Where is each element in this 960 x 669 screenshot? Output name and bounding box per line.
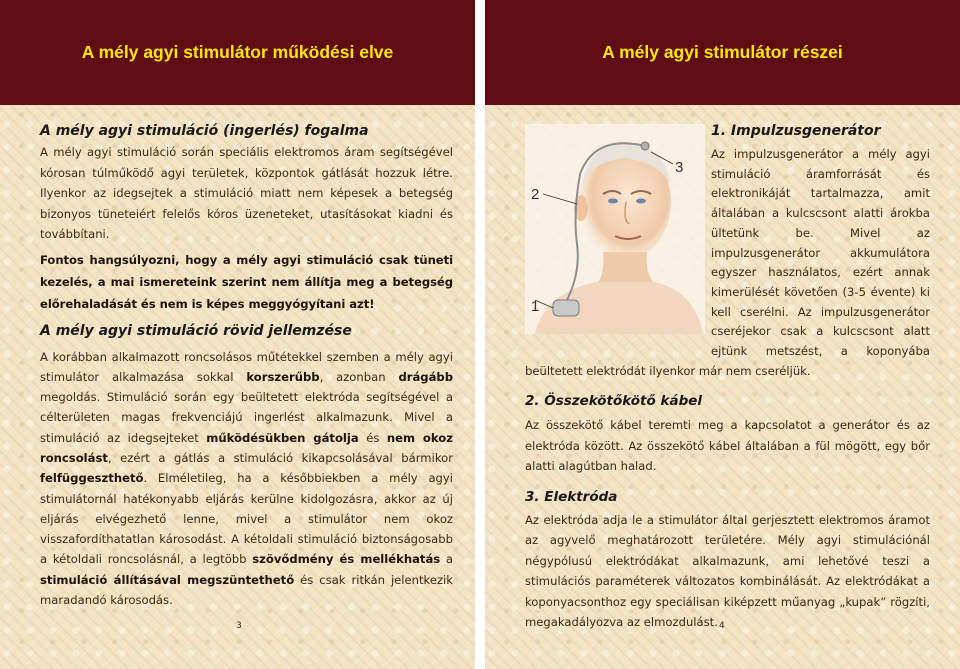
emphasis: drágább: [398, 369, 453, 384]
emphasis: stimuláció állításával megszüntethető: [40, 572, 295, 587]
text-run: megoldás. Stimuláció során egy beültetett elektróda segítségével a célterületen magas frekvenciájú ingerlést alkalmazunk. Mivel a stimuláció az idegsejteket: [40, 390, 453, 445]
right-content: [525, 120, 930, 633]
concept-paragraph: A mély agyi stimuláció során speciális elektromos áram segítségével kórosan túlműködő agyi területek, központok gátlását hozzuk létre. Ilyenkor az idegsejtek a stimuláció miatt nem képesek a betegség bizonyos tüneteiért felelős kóros üzeneteket, utasításokat kiadni és továbbítani.: [40, 145, 453, 241]
text-run: a: [440, 552, 453, 567]
right-header: [485, 0, 960, 105]
page-number-right: 4: [719, 621, 725, 631]
label-1: 1: [531, 298, 540, 315]
section-title-electrode: 3. Elektróda: [525, 488, 618, 505]
section-title-cable: 2. Összekötőkötő kábel: [525, 393, 703, 410]
section-title-generator: 1. Impulzusgenerátor: [711, 123, 881, 139]
left-page: [0, 0, 475, 669]
text-run: A korábban alkalmazott roncsolásos műtétekkel szemben a mély agyi stimulátor alkalmazása sokkal: [40, 349, 453, 384]
emphasis: nem okoz roncsolást: [40, 430, 454, 465]
emphasis: működésükben gátolja: [206, 430, 359, 445]
label-3: 3: [675, 159, 684, 176]
electrode-paragraph: Az elektróda adja le a stimulátor által gerjesztett elektromos áramot az agyvelő meghatározott területére. Mély agyi stimulációnál négypólusú elektródákat alkalmazunk, ami lehetővé teszi a stimulációs paraméterek változatos kombinálását. Az elektródákat a koponyacsonthoz egy speciálisan kiképzett műanyag „kupak” rögzíti, megakadályozva az elmozdulást.: [525, 512, 930, 630]
right-page: [485, 0, 960, 669]
warning-paragraph: Fontos hangsúlyozni, hogy a mély agyi stimuláció csak tüneti kezelés, a mai ismereteink szerint nem állítja meg a betegség előrehaladását és nem is képes meggyógyítani azt!: [40, 252, 453, 311]
left-header-title: A mély agyi stimulátor működési elve: [81, 42, 394, 62]
text-run: . Elméletileg, ha a későbbiekben a mély agyi stimulátornál hatékonyabb eljárás kerülne kidolgozásra, akkor az új eljárás elvégezhető lenne, mivel a stimulátor nem okoz visszafordíthatatlan károsodást. A kétoldali stimuláció biztonságosabb a kétoldali roncsolásnál, a legtöbb: [40, 471, 453, 567]
cable-paragraph: Az összekötő kábel teremti meg a kapcsolatot a generátor és az elektróda között. Az összekötő kábel általában a fül mögött, egy bőr alatti alagútban halad.: [525, 418, 930, 474]
text-run: és csak ritkán jelentkezik maradandó károsodás.: [40, 572, 453, 608]
text-run: , ezért a gátlás a stimuláció kikapcsolásával bármikor: [107, 450, 453, 465]
text-run: és: [358, 430, 387, 445]
emphasis: felfüggeszthető: [40, 471, 144, 486]
text-run: , azonban: [319, 369, 399, 384]
characteristics-paragraph: [40, 347, 453, 611]
emphasis: korszerűbb: [246, 369, 320, 384]
emphasis: szövődmény és mellékhatás: [252, 552, 441, 567]
left-content: [40, 120, 453, 610]
right-header-title: A mély agyi stimulátor részei: [602, 42, 843, 62]
generator-text: Az impulzusgenerátor a mély agyi stimuláció áramforrását és elektronikáját tartalmazza, amit általában a kulcscsont alatti árokba ültetünk be. Mivel az impulzusgenerátor akkumulátora egyszer használatos, ezért annak kimerülését követően (3-5 évente) ki kell cserélni. Az impulzusgenerátor cseréjekor csak a kulcscsont alatt ejtünk metszést, a koponyába beültetett elektródát ilyenkor már nem cseréljük.: [525, 147, 930, 378]
left-header: [0, 0, 475, 105]
section-title-concept: A mély agyi stimuláció (ingerlés) fogalma: [40, 123, 369, 139]
generator-paragraph: [525, 145, 930, 381]
section-title-characteristics: A mély agyi stimuláció rövid jellemzése: [40, 322, 352, 339]
label-2: 2: [531, 186, 540, 203]
page-number-left: 3: [236, 621, 242, 631]
